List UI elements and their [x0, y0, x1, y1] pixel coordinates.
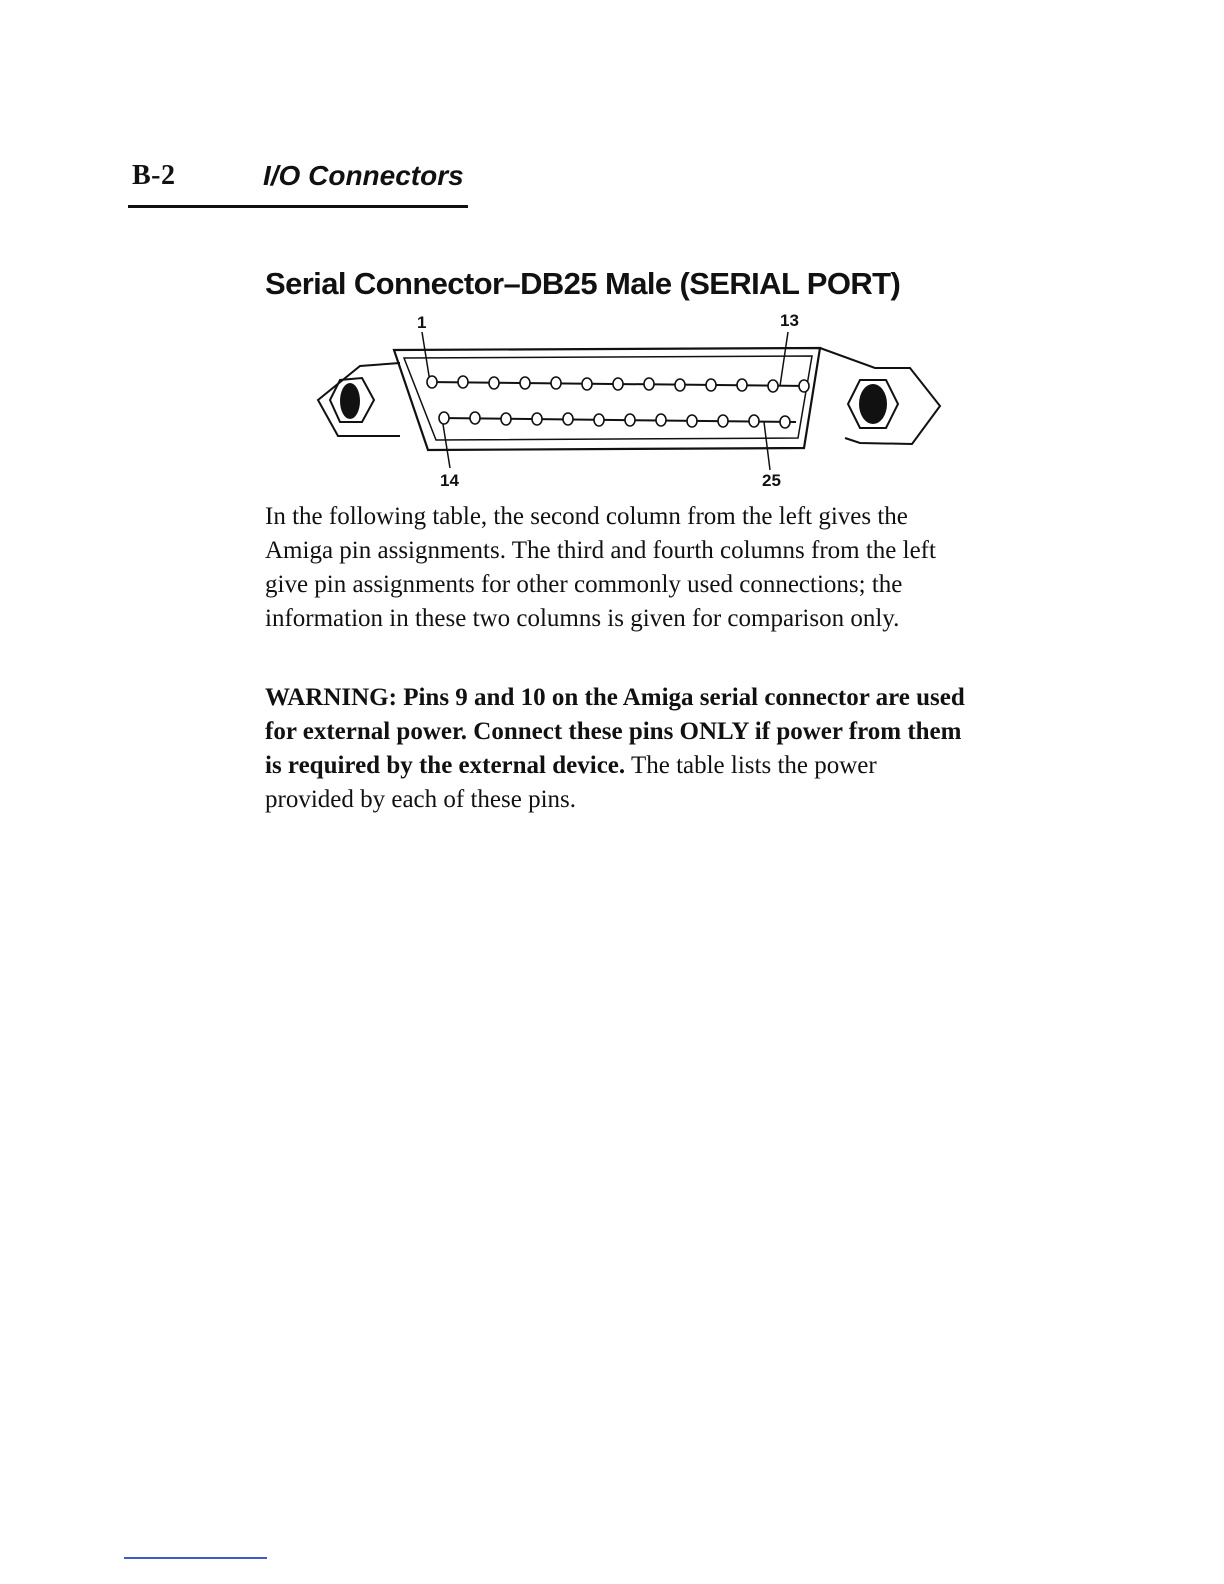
left-screw-hole	[340, 383, 360, 419]
pin	[706, 379, 716, 391]
pin-label-25: 25	[762, 471, 781, 490]
pin-label-14: 14	[440, 471, 459, 490]
warning-bold-text: WARNING: Pins 9 and 10 on the Amiga serial connector are used for external power. Connect these pins ONLY if power from them is required by the external device.	[265, 684, 965, 779]
pin	[458, 376, 468, 388]
pin	[501, 413, 511, 425]
pin	[799, 380, 809, 392]
section-heading: Serial Connector–DB25 Male (SERIAL PORT)	[265, 266, 901, 301]
pin	[489, 377, 499, 389]
pin	[532, 413, 542, 425]
db25-connector-diagram	[300, 308, 960, 498]
pin	[780, 416, 790, 428]
running-title: I/O Connectors	[263, 160, 464, 191]
d-shell-inner	[404, 356, 812, 440]
pin	[582, 378, 592, 390]
pin	[625, 414, 635, 426]
pin	[718, 415, 728, 427]
pin	[768, 380, 778, 392]
pin	[613, 378, 623, 390]
intro-paragraph: In the following table, the second column from the left gives the Amiga pin assignments. The third and fourth columns from the left give pin assignments for other commonly used connections; the information in these two columns is given for comparison only.	[265, 503, 936, 632]
pin	[563, 413, 573, 425]
pin-14-leader	[442, 418, 450, 468]
footer-rule	[124, 1557, 267, 1559]
page-number: B-2	[132, 160, 176, 191]
warning-plain-text: The table lists the power provided by each of these pins.	[265, 752, 877, 813]
pin-label-1: 1	[417, 313, 427, 332]
pin	[656, 414, 666, 426]
pin	[427, 376, 437, 388]
pin-25-leader	[764, 422, 770, 470]
bottom-row-rail	[440, 418, 796, 422]
warning-paragraph	[265, 681, 965, 817]
right-screw-hole	[859, 384, 887, 424]
d-shell-outer	[394, 348, 820, 450]
pin	[749, 415, 759, 427]
pin	[439, 412, 449, 424]
pin-label-13: 13	[780, 311, 799, 330]
pin	[594, 414, 604, 426]
pin	[520, 377, 530, 389]
pin-1-leader	[422, 332, 430, 382]
pin	[737, 379, 747, 391]
top-row-pins	[427, 376, 809, 392]
pin	[644, 378, 654, 390]
pin	[687, 415, 697, 427]
pin	[675, 379, 685, 391]
pin-13-leader	[780, 332, 788, 386]
pin	[470, 412, 480, 424]
pin	[551, 377, 561, 389]
header-rule	[128, 205, 468, 208]
